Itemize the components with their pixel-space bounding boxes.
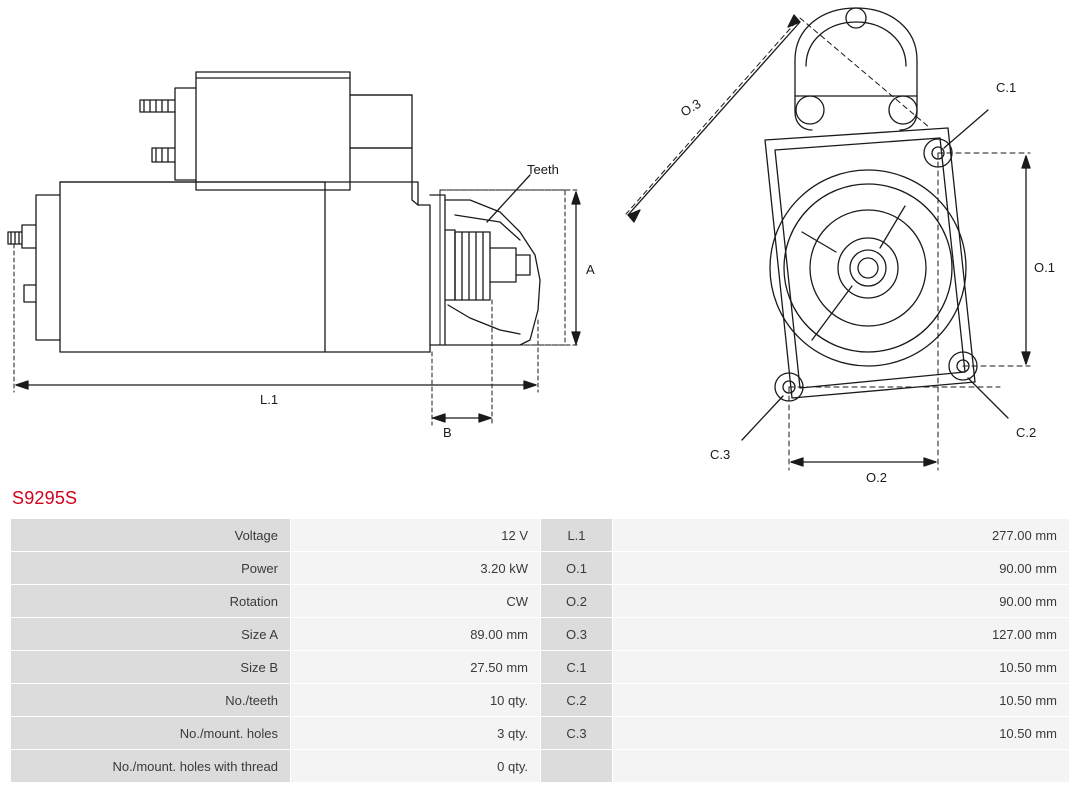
table-row — [11, 552, 1070, 585]
dimension-code: C.2 — [541, 684, 613, 717]
table-row — [11, 585, 1070, 618]
dimension-arrows-right — [628, 15, 1030, 466]
spec-value: 3.20 kW — [291, 552, 541, 585]
dimension-code: C.1 — [541, 651, 613, 684]
part-number: S9295S — [12, 488, 78, 508]
spec-label: Voltage — [11, 519, 291, 552]
label-c3: C.3 — [710, 447, 731, 462]
spec-label: No./teeth — [11, 684, 291, 717]
label-o1: O.1 — [1034, 260, 1055, 275]
spec-value: CW — [291, 585, 541, 618]
spec-value: 27.50 mm — [291, 651, 541, 684]
side-view-outline — [8, 72, 540, 352]
spec-value: 10 qty. — [291, 684, 541, 717]
dimension-value: 90.00 mm — [613, 585, 1070, 618]
spec-label: No./mount. holes with thread — [11, 750, 291, 783]
spec-label: Size B — [11, 651, 291, 684]
label-o2: O.2 — [866, 470, 887, 482]
table-row — [11, 684, 1070, 717]
spec-label: No./mount. holes — [11, 717, 291, 750]
spec-value: 3 qty. — [291, 717, 541, 750]
dimension-code: O.3 — [541, 618, 613, 651]
table-row — [11, 717, 1070, 750]
spec-value: 89.00 mm — [291, 618, 541, 651]
empty-cell — [613, 750, 1070, 783]
table-row — [11, 519, 1070, 552]
label-l1: L.1 — [260, 392, 279, 407]
label-o3: O.3 — [677, 95, 704, 120]
front-view-outline — [765, 8, 977, 401]
label-c1: C.1 — [996, 80, 1017, 95]
dimension-arrows-left — [16, 175, 580, 422]
dimension-code: O.2 — [541, 585, 613, 618]
dimension-value: 277.00 mm — [613, 519, 1070, 552]
spec-label: Rotation — [11, 585, 291, 618]
specifications-table — [10, 518, 1070, 783]
label-b: B — [443, 425, 452, 440]
dimension-value: 10.50 mm — [613, 651, 1070, 684]
spec-label: Size A — [11, 618, 291, 651]
dimension-value: 10.50 mm — [613, 684, 1070, 717]
table-row — [11, 651, 1070, 684]
spec-table-body — [11, 519, 1070, 783]
label-a: A — [586, 262, 595, 277]
table-row — [11, 618, 1070, 651]
label-c2: C.2 — [1016, 425, 1037, 440]
table-row — [11, 750, 1070, 783]
label-teeth: Teeth — [527, 162, 559, 177]
empty-cell — [541, 750, 613, 783]
side-view-extension-lines — [14, 190, 578, 425]
spec-value: 12 V — [291, 519, 541, 552]
dimension-value: 127.00 mm — [613, 618, 1070, 651]
dimension-value: 10.50 mm — [613, 717, 1070, 750]
dimension-code: L.1 — [541, 519, 613, 552]
front-view-construction-lines — [626, 18, 1030, 470]
dimension-code: O.1 — [541, 552, 613, 585]
teeth-callout-box — [440, 190, 565, 345]
dimension-code: C.3 — [541, 717, 613, 750]
spec-label: Power — [11, 552, 291, 585]
spec-value: 0 qty. — [291, 750, 541, 783]
dimension-value: 90.00 mm — [613, 552, 1070, 585]
